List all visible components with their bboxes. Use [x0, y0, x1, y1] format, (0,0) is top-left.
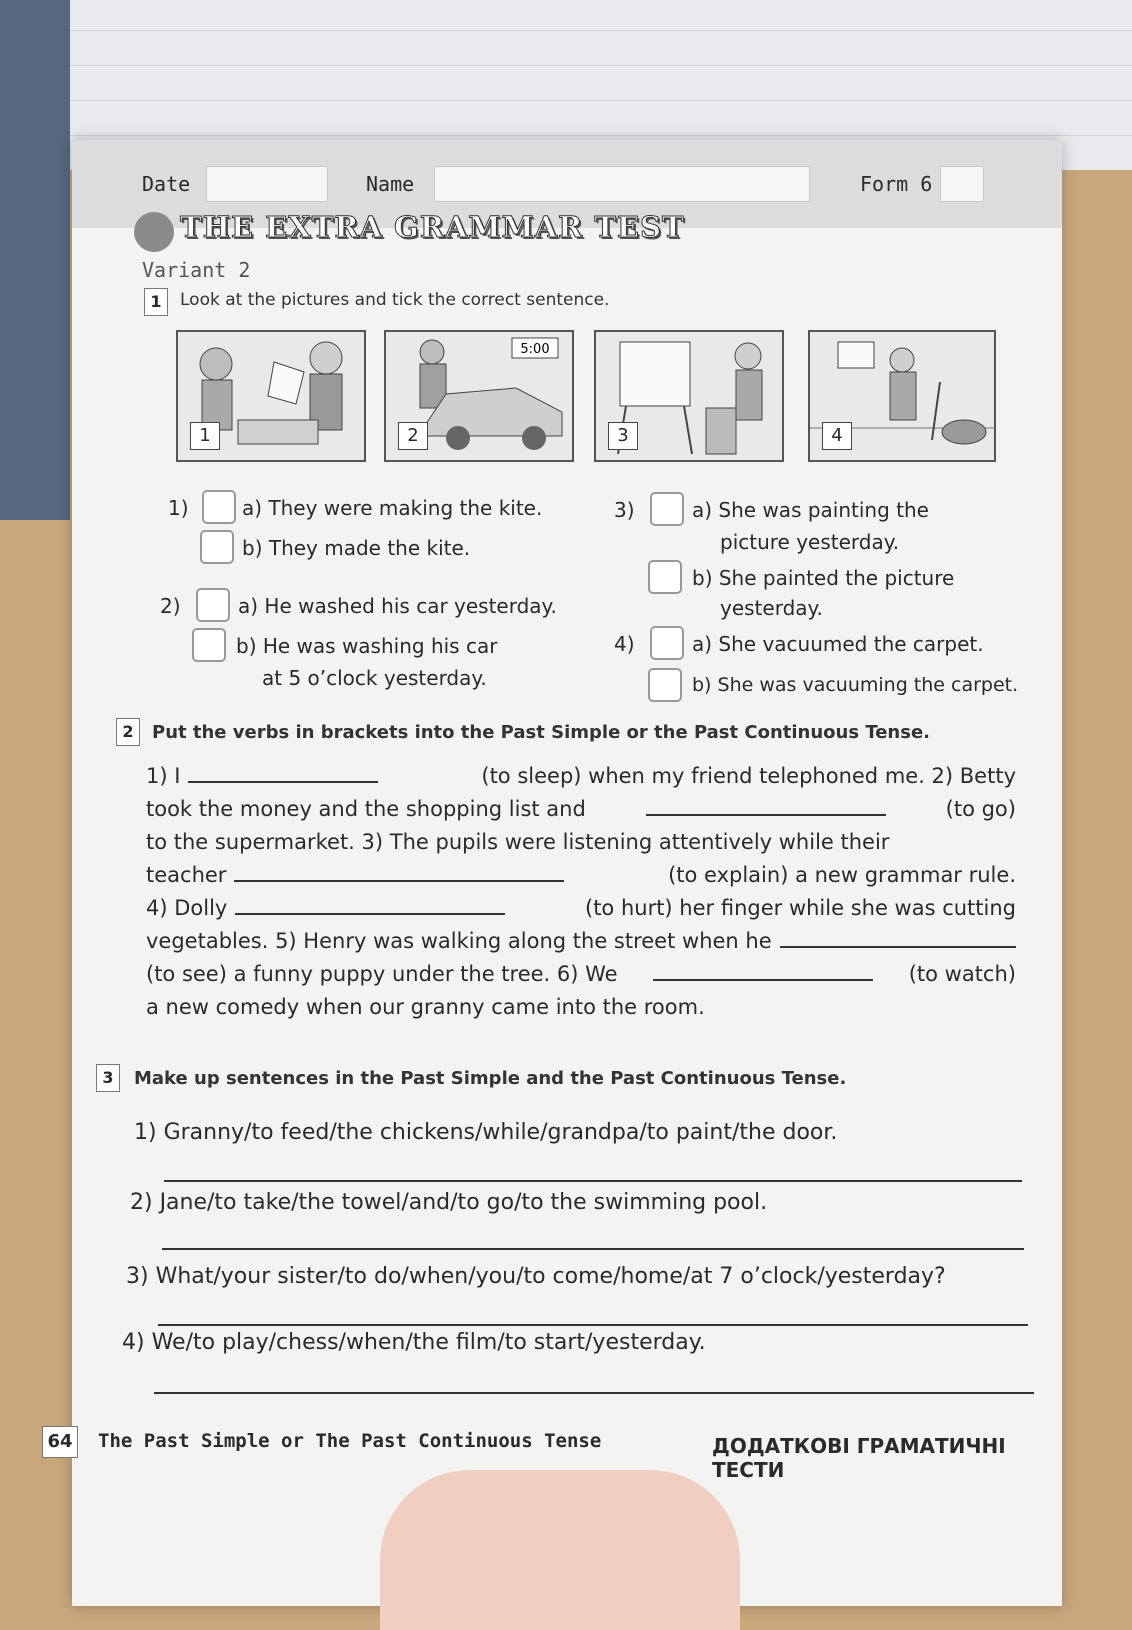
t2-text: a new comedy when our granny came into the room.: [146, 995, 705, 1019]
option-3a-line2: picture yesterday.: [720, 530, 900, 554]
option-4a: a) She vacuumed the carpet.: [692, 632, 984, 656]
picture-4: [808, 330, 996, 462]
answer-line-1[interactable]: [164, 1180, 1022, 1182]
blank-6[interactable]: [653, 959, 873, 981]
checkbox-2b[interactable]: [192, 628, 226, 662]
t2-text: (to sleep) when my friend telephoned me. 2) Betty: [481, 764, 1016, 788]
page-number: 64: [42, 1426, 78, 1458]
footer-topic: The Past Simple or The Past Continuous Tense: [98, 1430, 602, 1452]
date-field[interactable]: [206, 166, 328, 202]
t2-text: (to watch): [908, 962, 1016, 986]
task2-number: 2: [116, 718, 140, 746]
task3-item-3: 3) What/your sister/to do/when/you/to come/home/at 7 o’clock/yesterday?: [126, 1264, 946, 1289]
t2-text: 4) Dolly: [146, 896, 228, 920]
item-3-number: 3): [614, 498, 635, 522]
name-label: Name: [366, 172, 415, 196]
form-field[interactable]: [940, 166, 984, 202]
checkbox-3b[interactable]: [648, 560, 682, 594]
clock-label: 5:00: [520, 342, 550, 357]
checkbox-4b[interactable]: [648, 668, 682, 702]
option-3a-line1: a) She was painting the: [692, 498, 929, 522]
task2-text: [146, 760, 1016, 1024]
footer-section: ДОДАТКОВІ ГРАМАТИЧНІ ТЕСТИ: [712, 1434, 1006, 1482]
option-2b-line1: b) He was washing his car: [236, 634, 498, 658]
picture-number: 4: [822, 422, 852, 450]
t2-text: 1) I: [146, 764, 181, 788]
t2-text: to the supermarket. 3) The pupils were listening attentively while their: [146, 830, 890, 854]
picture-2: [384, 330, 574, 462]
task3-item-1: 1) Granny/to feed/the chickens/while/grandpa/to paint/the door.: [134, 1120, 838, 1145]
checkbox-3a[interactable]: [650, 492, 684, 526]
option-3b-line1: b) She painted the picture: [692, 566, 955, 590]
t2-text: vegetables. 5) Henry was walking along the street when he: [146, 929, 772, 953]
checkbox-4a[interactable]: [650, 626, 684, 660]
task2-instruction: Put the verbs in brackets into the Past Simple or the Past Continuous Tense.: [152, 722, 931, 743]
task3-item-2: 2) Jane/to take/the towel/and/to go/to the swimming pool.: [130, 1190, 768, 1215]
task1-instruction: Look at the pictures and tick the correct sentence.: [180, 290, 610, 310]
option-4b: b) She was vacuuming the carpet.: [692, 674, 1019, 696]
checkbox-1a[interactable]: [202, 490, 236, 524]
finger-overlay: [380, 1470, 740, 1630]
task3-item-4: 4) We/to play/chess/when/the film/to start/yesterday.: [122, 1330, 706, 1355]
blank-5[interactable]: [780, 926, 1016, 948]
form-label: Form 6: [860, 172, 933, 196]
checkbox-2a[interactable]: [196, 588, 230, 622]
t2-text: (to go): [945, 797, 1016, 821]
option-3b-line2: yesterday.: [720, 596, 823, 620]
name-field[interactable]: [434, 166, 810, 202]
option-2a: a) He washed his car yesterday.: [238, 594, 557, 618]
item-4-number: 4): [614, 632, 635, 656]
background-book: [0, 0, 70, 520]
worksheet-page: [47, 140, 1062, 1606]
item-2-number: 2): [160, 594, 181, 618]
t2-text: teacher: [146, 863, 227, 887]
page-title: THE EXTRA GRAMMAR TEST: [180, 210, 685, 244]
picture-number: 2: [398, 422, 428, 450]
picture-3: [594, 330, 784, 462]
blank-1[interactable]: [188, 761, 378, 783]
t2-text: (to hurt) her finger while she was cutting: [585, 896, 1016, 920]
item-1-number: 1): [168, 496, 189, 520]
blank-3[interactable]: [234, 860, 564, 882]
checkbox-1b[interactable]: [200, 530, 234, 564]
picture-1: [176, 330, 366, 462]
picture-number: 1: [190, 422, 220, 450]
answer-line-2[interactable]: [162, 1248, 1024, 1250]
date-label: Date: [142, 172, 191, 196]
task3-instruction: Make up sentences in the Past Simple and the Past Continuous Tense.: [134, 1068, 847, 1089]
blank-2[interactable]: [646, 794, 886, 816]
answer-line-4[interactable]: [154, 1392, 1034, 1394]
answer-line-3[interactable]: [158, 1324, 1028, 1326]
blank-4[interactable]: [235, 893, 505, 915]
option-1a: a) They were making the kite.: [242, 496, 543, 520]
task3-number: 3: [96, 1064, 120, 1092]
t2-text: (to see) a funny puppy under the tree. 6) We: [146, 962, 618, 986]
title-badge-icon: [134, 212, 174, 252]
variant-label: Variant 2: [142, 258, 251, 282]
t2-text: took the money and the shopping list and: [146, 797, 586, 821]
picture-number: 3: [608, 422, 638, 450]
option-1b: b) They made the kite.: [242, 536, 471, 560]
task1-number: 1: [144, 288, 168, 316]
t2-text: (to explain) a new grammar rule.: [668, 863, 1016, 887]
option-2b-line2: at 5 o’clock yesterday.: [262, 666, 487, 690]
